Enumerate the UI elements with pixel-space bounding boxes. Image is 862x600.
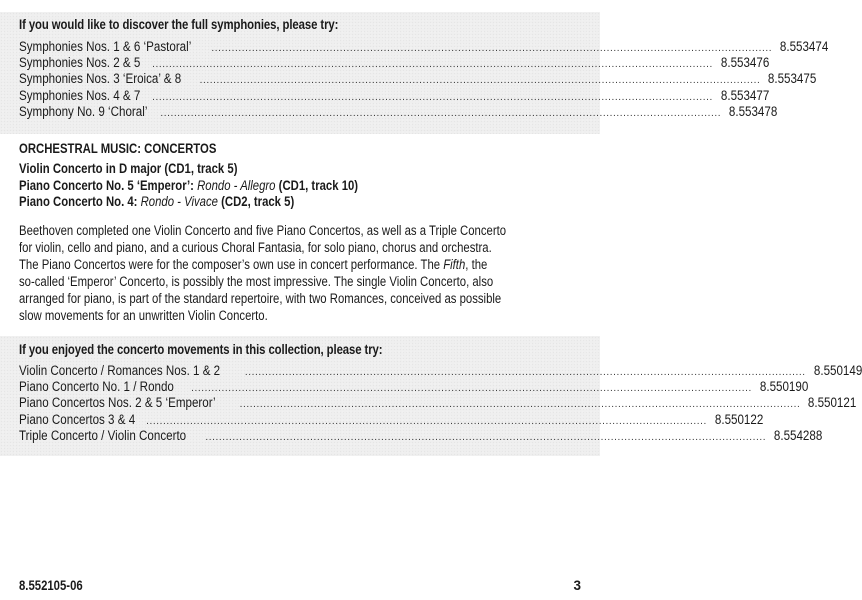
work-title: Piano Concerto No. 4: (19, 194, 138, 209)
dot-leader: ...................................................................................................................................................................... (146, 415, 707, 427)
dot-leader: ...................................................................................................................................................................... (152, 59, 713, 71)
dot-leader: ...................................................................................................................................................................... (211, 43, 773, 54)
text-run: , the (465, 256, 488, 272)
symphonies-recommendation-box (0, 12, 829, 134)
item-title: Triple Concerto / Violin Concerto (19, 427, 187, 443)
item-title: Piano Concertos Nos. 2 & 5 ‘Emperor’ (19, 395, 216, 411)
symphonies-list (19, 39, 829, 120)
catalog-number: 8.553474 (780, 39, 829, 54)
featured-work (19, 161, 358, 178)
dot-leader: ...................................................................................................................................................................... (152, 91, 713, 103)
footer-catalog-number: 8.552105-06 (19, 578, 83, 593)
catalog-number: 8.554288 (774, 427, 823, 443)
work-movement: Rondo - Vivace (140, 194, 218, 209)
work-title: Violin Concerto in D major (19, 161, 162, 176)
item-title: Piano Concertos 3 & 4 (19, 411, 136, 427)
item-title: Piano Concerto No. 1 / Rondo (19, 379, 174, 395)
list-item (19, 87, 770, 104)
catalog-number: 8.550121 (808, 395, 857, 411)
dot-leader: ...................................................................................................................................................................... (191, 383, 752, 395)
paragraph-line (19, 257, 590, 274)
emphasis-text: Fifth (443, 256, 466, 272)
concertos-list (19, 363, 862, 444)
text-run: The Piano Concertos were for the composer’s own use in concert performance. The (19, 256, 444, 272)
list-item (19, 395, 857, 411)
list-item (19, 103, 778, 120)
catalog-number: 8.553477 (720, 87, 770, 103)
item-title: Symphony No. 9 ‘Choral’ (19, 103, 148, 119)
item-title: Symphonies Nos. 4 & 7 (19, 87, 141, 103)
paragraph-line: Beethoven completed one Violin Concerto and five Piano Concertos, as well as a Triple Concerto (19, 223, 507, 238)
work-title: Piano Concerto No. 5 ‘Emperor’: (19, 177, 194, 193)
paragraph-line: so-called ‘Emperor’ Concerto, is possibly the most impressive. The single Violin Concerto, also (19, 273, 494, 289)
section-heading-concertos: ORCHESTRAL MUSIC: CONCERTOS (19, 141, 217, 156)
work-track: (CD1, track 10) (278, 177, 359, 193)
item-title: Symphonies Nos. 1 & 6 ‘Pastoral’ (19, 39, 192, 54)
catalog-number: 8.553475 (768, 71, 817, 87)
list-item (19, 379, 809, 395)
catalog-number: 8.550122 (714, 411, 764, 427)
paragraph-line: slow movements for an unwritten Violin Concerto. (19, 307, 268, 323)
list-item (19, 39, 829, 55)
item-title: Symphonies Nos. 3 ‘Eroica’ & 8 (19, 71, 182, 87)
paragraph-line: for violin, cello and piano, and a curious Choral Fantasia, for solo piano, chorus and orchestra. (19, 239, 492, 255)
list-item (19, 411, 764, 428)
dot-leader: ...................................................................................................................................................................... (199, 75, 761, 87)
concertos-box-heading: If you enjoyed the concerto movements in this collection, please try: (19, 342, 383, 357)
work-track: (CD1, track 5) (164, 161, 238, 176)
featured-work (19, 194, 358, 211)
item-title: Symphonies Nos. 2 & 5 (19, 55, 141, 71)
paragraph-line: arranged for piano, is part of the standard repertoire, with two Romances, conceived as possible (19, 290, 502, 306)
work-movement: Rondo - Allegro (197, 177, 276, 193)
list-item (19, 363, 862, 379)
dot-leader: ...................................................................................................................................................................... (239, 399, 801, 411)
catalog-number: 8.550149 (813, 363, 862, 378)
catalog-number: 8.550190 (759, 379, 809, 395)
catalog-number: 8.553476 (720, 55, 770, 71)
list-item (19, 427, 823, 444)
concertos-description (19, 223, 590, 324)
dot-leader: ...................................................................................................................................................................... (160, 107, 722, 119)
catalog-number: 8.553478 (729, 103, 778, 119)
dot-leader: ...................................................................................................................................................................... (244, 367, 806, 378)
page-number: 3 (573, 578, 581, 593)
dot-leader: ...................................................................................................................................................................... (205, 431, 767, 443)
featured-work (19, 178, 358, 195)
symphonies-box-heading: If you would like to discover the full symphonies, please try: (19, 17, 339, 32)
concertos-recommendation-box (0, 336, 862, 456)
list-item (19, 71, 817, 87)
featured-works-list (19, 161, 423, 211)
work-track: (CD2, track 5) (221, 194, 295, 209)
list-item (19, 55, 770, 71)
item-title: Violin Concerto / Romances Nos. 1 & 2 (19, 363, 221, 378)
